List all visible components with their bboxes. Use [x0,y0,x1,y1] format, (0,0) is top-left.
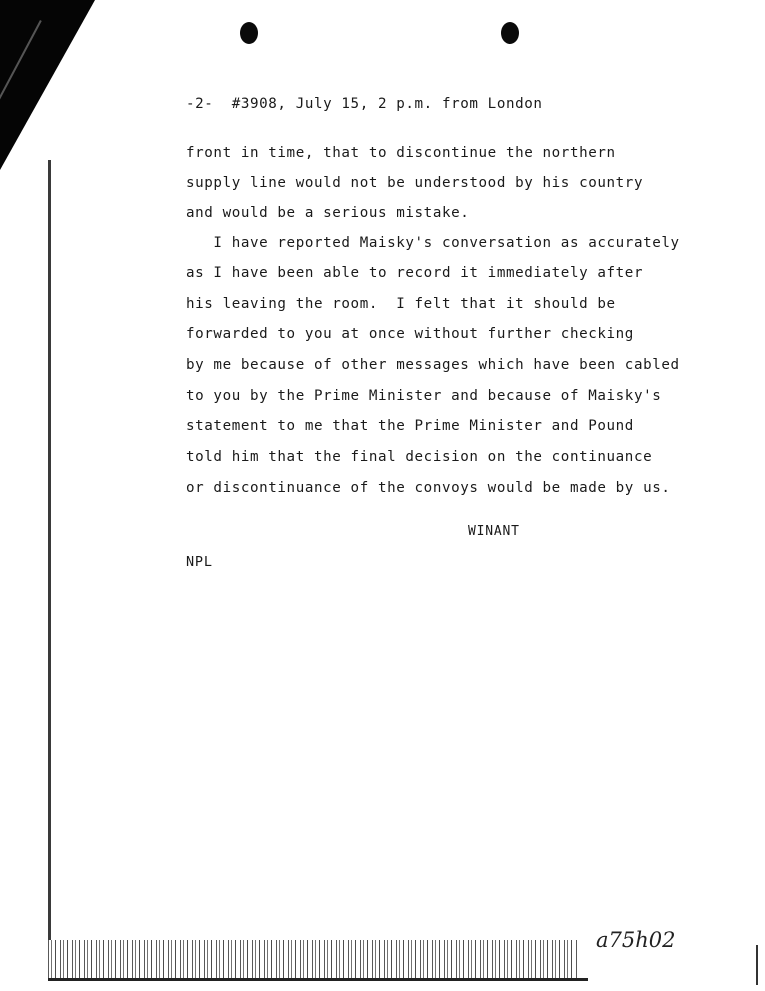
body-line: as I have been able to record it immediately after [186,265,644,281]
binding-edge [48,160,51,940]
body-line: by me because of other messages which have been cabled [186,357,680,373]
punch-hole-left [240,22,258,44]
body-line: supply line would not be understood by his country [186,175,644,191]
body-line: his leaving the room. I felt that it should be [186,296,616,312]
body-line: or discontinuance of the convoys would be made by us. [186,480,671,496]
typist-initials: NPL [186,554,213,570]
body-line: statement to me that the Prime Minister and Pound [186,418,634,434]
scan-footer-line [48,978,588,981]
body-line: I have reported Maisky's conversation as accurately [186,235,680,251]
scan-edge-mark [756,945,758,985]
body-line: and would be a serious mistake. [186,205,470,221]
body-line: to you by the Prime Minister and because of Maisky's [186,388,662,404]
scan-footer-noise [48,940,578,978]
body-line: front in time, that to discontinue the northern [186,145,616,161]
body-line: told him that the final decision on the continuance [186,449,653,465]
body-line: forwarded to you at once without further checking [186,326,634,342]
torn-corner-shadow [0,0,95,170]
page-header: -2- #3908, July 15, 2 p.m. from London [186,96,543,112]
signature: WINANT [468,524,520,539]
filing-number: a75h02 [596,928,676,952]
punch-hole-right [501,22,519,44]
